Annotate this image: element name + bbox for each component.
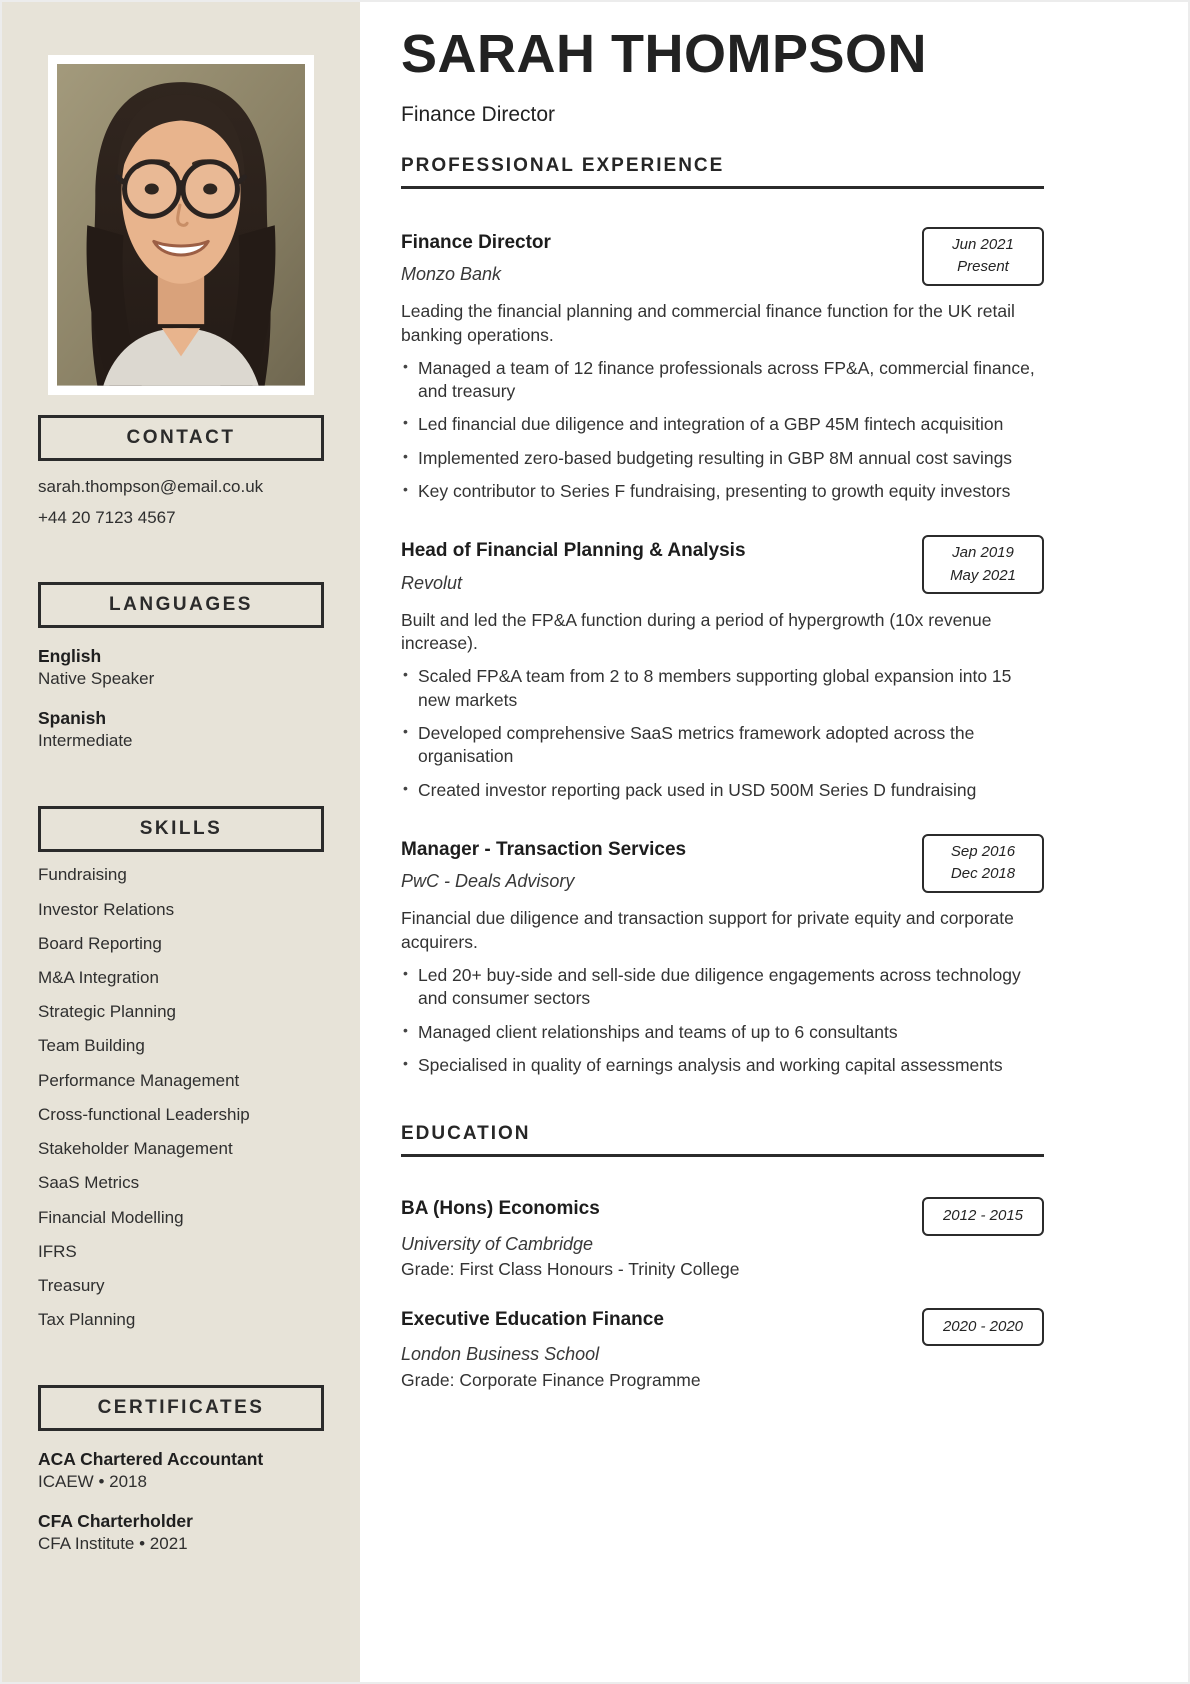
sidebar [2, 2, 360, 1682]
certificate-item [38, 1448, 324, 1493]
grade-line: Grade: First Class Honours - Trinity College [401, 1259, 740, 1280]
languages-section [38, 582, 324, 752]
current-role-subtitle: Finance Director [401, 102, 556, 126]
experience-section-heading: PROFESSIONAL EXPERIENCE [401, 155, 1044, 189]
skill-item: Team Building [38, 1036, 145, 1056]
date-end: Dec 2018 [950, 865, 1016, 883]
bullet-item: • Managed a team of 12 finance professionals across FP&A, commercial finance, and treasury [401, 357, 1044, 404]
portrait-illustration [57, 64, 305, 386]
job-title: Head of Financial Planning & Analysis [401, 540, 746, 562]
date-badge: 2012 - 2015 [922, 1197, 1044, 1236]
skill-item: SaaS Metrics [38, 1173, 140, 1193]
date-badge: 2020 - 2020 [922, 1308, 1044, 1347]
education-entry [401, 1308, 1044, 1393]
bullet-item: • Led financial due diligence and integration of a GBP 45M fintech acquisition [401, 413, 1044, 436]
experience-entry [401, 838, 1044, 1077]
job-bullets [401, 357, 1044, 503]
skill-item: M&A Integration [38, 967, 159, 987]
grade-line: Grade: Corporate Finance Programme [401, 1369, 701, 1390]
language-level: Intermediate [38, 730, 133, 750]
bullet-item: • Scaled FP&A team from 2 to 8 members supporting global expansion into 15 new markets [401, 665, 1044, 712]
education-section-heading: EDUCATION [401, 1123, 1044, 1157]
certificate-name: CFA Charterholder [38, 1510, 193, 1531]
degree-title: Executive Education Finance [401, 1308, 664, 1330]
skill-item: Cross-functional Leadership [38, 1104, 250, 1124]
skill-item: Board Reporting [38, 933, 162, 953]
skill-item: IFRS [38, 1241, 77, 1261]
job-summary: Financial due diligence and transaction support for private equity and corporate acquirers. [401, 908, 1014, 952]
date-start: Jun 2021 [952, 235, 1014, 253]
certificates-heading: CERTIFICATES [38, 1385, 324, 1431]
bullet-item: • Managed client relationships and teams of up to 6 consultants [401, 1021, 1044, 1044]
job-title: Finance Director [401, 231, 551, 253]
job-summary: Built and led the FP&A function during a period of hypergrowth (10x revenue increase). [401, 609, 992, 654]
job-bullets [401, 665, 1044, 801]
date-end: Present [957, 258, 1009, 276]
skills-section [38, 806, 324, 1331]
skill-item: Stakeholder Management [38, 1139, 233, 1159]
company-name: Revolut [401, 572, 463, 593]
job-summary: Leading the financial planning and commercial finance function for the UK retail banking operations. [401, 301, 1015, 345]
language-item [38, 645, 324, 690]
skill-item: Fundraising [38, 865, 127, 885]
skill-item: Financial Modelling [38, 1207, 184, 1227]
bullet-item: • Developed comprehensive SaaS metrics framework adopted across the organisation [401, 722, 1044, 769]
languages-heading: LANGUAGES [38, 582, 324, 628]
contact-email: sarah.thompson@email.co.uk [38, 476, 264, 496]
date-end: May 2021 [950, 566, 1016, 584]
bullet-item: • Led 20+ buy-side and sell-side due diligence engagements across technology and consumer sectors [401, 964, 1044, 1011]
job-bullets [401, 964, 1044, 1077]
date-start: Jan 2019 [952, 544, 1014, 562]
date-start: Sep 2016 [950, 842, 1016, 860]
skill-item: Strategic Planning [38, 1002, 176, 1022]
page-title: SARAH THOMPSON [401, 24, 928, 84]
date-badge [922, 535, 1044, 594]
skill-item: Investor Relations [38, 899, 175, 919]
bullet-item: • Key contributor to Series F fundraising, presenting to growth equity investors [401, 480, 1044, 503]
date-badge [922, 834, 1044, 893]
skills-list [38, 865, 324, 1331]
school-name: University of Cambridge [401, 1233, 594, 1254]
contact-heading: CONTACT [38, 415, 324, 461]
language-item [38, 707, 324, 752]
language-level: Native Speaker [38, 668, 155, 688]
certificate-detail: CFA Institute • 2021 [38, 1533, 188, 1553]
skill-item: Tax Planning [38, 1310, 136, 1330]
experience-entry [401, 231, 1044, 504]
main-content [360, 2, 1188, 1432]
company-name: PwC - Deals Advisory [401, 871, 575, 892]
certificate-item [38, 1510, 324, 1555]
contact-section [38, 415, 324, 529]
degree-title: BA (Hons) Economics [401, 1198, 600, 1220]
language-name: English [38, 646, 102, 667]
certificates-section [38, 1385, 324, 1555]
skill-item: Performance Management [38, 1070, 240, 1090]
date-badge [922, 227, 1044, 286]
contact-phone: +44 20 7123 4567 [38, 507, 176, 527]
bullet-item: • Created investor reporting pack used in USD 500M Series D fundraising [401, 779, 1044, 802]
bullet-item: • Specialised in quality of earnings analysis and working capital assessments [401, 1054, 1044, 1077]
school-name: London Business School [401, 1344, 600, 1365]
bullet-item: • Implemented zero-based budgeting resulting in GBP 8M annual cost savings [401, 447, 1044, 470]
profile-photo [48, 55, 314, 395]
education-entry [401, 1197, 1044, 1282]
experience-entry [401, 539, 1044, 802]
skill-item: Treasury [38, 1276, 105, 1296]
skills-heading: SKILLS [38, 806, 324, 852]
certificate-name: ACA Chartered Accountant [38, 1449, 264, 1470]
language-name: Spanish [38, 707, 107, 728]
job-title: Manager - Transaction Services [401, 838, 687, 860]
certificate-detail: ICAEW • 2018 [38, 1471, 147, 1491]
company-name: Monzo Bank [401, 264, 502, 285]
